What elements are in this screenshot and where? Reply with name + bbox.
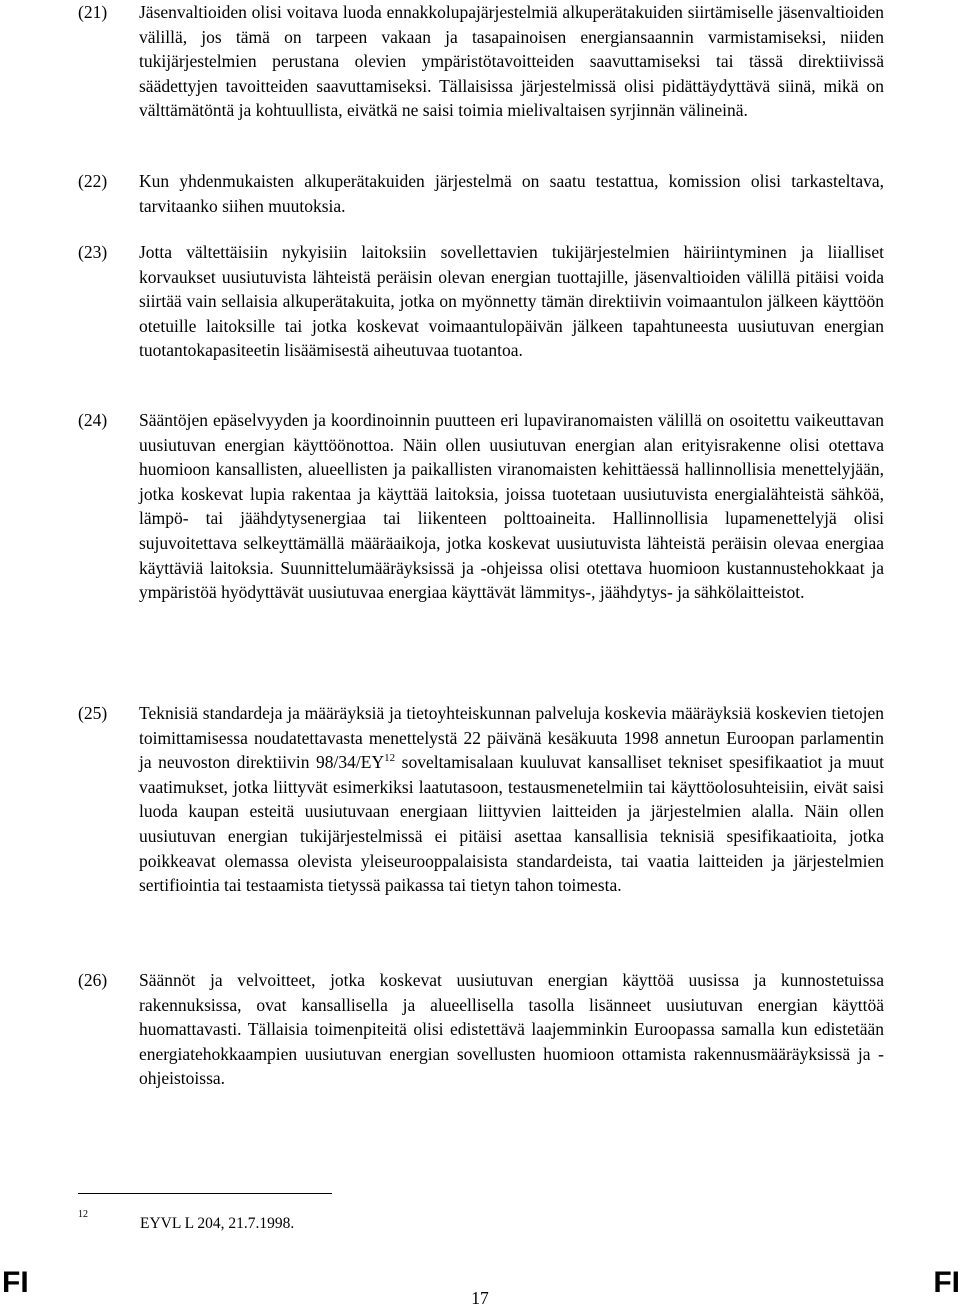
paragraph-text: Sääntöjen epäselvyyden ja koordinoinnin puutteen eri lupaviranomaisten välillä on osoitettu vaikeuttavan uusiutuvan energian käyttöönottoa. Näin ollen uusiutuvan energian alan erityisrakenne olisi otettava huomioon kansallisten, alueellisten ja paikallisten viranomaisten kehittäessä hallinnollisia menettelyjään, jotka koskevat lupia rakentaa ja käyttää laitoksia, joissa tuotetaan uusiutuvista energialähteistä sähköä, lämpö- tai jäähdytysenergiaa tai liikenteen polttoaineita. Hallinnollisia lupamenettelyjä olisi sujuvoitettava selkeyttämällä määräaikoja, jotka koskevat uusiutuvista lähteistä peräisin olevaa energiaa käyttäviä laitoksia. Suunnittelumääräyksissä ja -ohjeissa olisi otettava huomioon kustannustehokkaat ja ympäristöä hyödyttävät uusiutuvaa energiaa käyttävät lämmitys-, jäähdytys- ja sähkölaitteistot. [139,410,884,603]
paragraph-text [139,701,884,898]
footnote-text: EYVL L 204, 21.7.1998. [140,1215,295,1232]
footnote-reference[interactable]: 12 [384,752,396,765]
paragraph-number: (25) [78,703,108,723]
footnote-number: 12 [78,1209,88,1220]
page-number: 17 [471,1288,489,1308]
paragraph-text: Kun yhdenmukaisten alkuperätakuiden järjestelmä on saatu testattua, komission olisi tarkasteltava, tarvitaanko siihen muutoksia. [139,171,884,216]
paragraph-number: (21) [78,2,108,22]
paragraph-number: (24) [78,410,108,430]
paragraph-number: (26) [78,970,108,990]
paragraph-text: Jäsenvaltioiden olisi voitava luoda ennakkolupajärjestelmiä alkuperätakuiden siirtämiselle jäsenvaltioiden välillä, jos tämä on tarpeen vakaan ja tasapainoisen energiansaannin varmistamiseksi, niiden tukijärjestelmien perustana olevien ympäristötavoitteiden saavuttamiseksi tai tässä direktiivissä säädettyjen tavoitteiden saavuttamiseksi. Tällaisissa järjestelmissä olisi pidättäydyttävä siinä, mikä on välttämätöntä ja kohtuullista, eivätkä ne saisi toimia mielivaltaisen syrjinnän välineinä. [139,2,884,121]
paragraph-text-after: soveltamisalaan kuuluvat kansalliset tekniset spesifikaatiot ja muut vaatimukset, jotka liittyvät esimerkiksi laatutasoon, testausmenetelmiin tai käyttöolosuhteisiin, eivät saisi luoda kaupan esteitä uusiutuvaan energiaan liittyvien laitteiden ja järjestelmien alalla. Näin ollen uusiutuvan energian tukijärjestelmissä ei pitäisi asettaa kansallisia teknisiä spesifikaatioita, jotka poikkeavat olemassa olevista yleiseurooppalaisista standardeista, tai vaatia laitteiden ja järjestelmien sertifiointia tai testaamista tietyssä paikassa tai tietyn tahon toimesta. [139,752,884,896]
paragraph-text: Jotta vältettäisiin nykyisiin laitoksiin sovellettavien tukijärjestelmien häiriintyminen ja liialliset korvaukset uusiutuvista lähteistä peräisin olevan energian tuottajille, jäsenvaltioiden välillä pitäisi voida siirtää vain sellaisia alkuperätakuita, jotka on myönnetty tämän direktiivin voimaantulon jälkeen käyttöön otetuille laitoksille tai jotka koskevat voimaantulopäivän jälkeen tapahtuneesta uusiutuvan energian tuotantokapasiteetin lisäämisestä aiheutuvaa tuotantoa. [139,242,884,361]
paragraph-number: (22) [78,171,108,191]
language-code-left: FI [2,1266,29,1299]
paragraph-text-before: Teknisiä standardeja ja määräyksiä ja tietoyhteiskunnan palveluja koskevia määräyksiä koskevien tietojen toimittamisessa noudatettavasta menettelystä 22 päivänä kesäkuuta 1998 annetun Euroopan parlamentin ja neuvoston direktiivin 98/34/EY [139,703,884,773]
language-code-right: FI [933,1266,960,1299]
footnote-separator [78,1193,332,1194]
paragraph-number: (23) [78,242,108,262]
paragraph-text: Säännöt ja velvoitteet, jotka koskevat uusiutuvan energian käyttöä uusissa ja kunnostetuissa rakennuksissa, ovat kansallisella ja alueellisella tasolla lisänneet uusiutuvan energian käyttöä huomattavasti. Tällaisia toimenpiteitä olisi edistettävä laajemminkin Euroopassa samalla kun edistetään energiatehokkaampien uusiutuvan energian sovellusten huomioon ottamista rakennusmääräyksissä ja -ohjeistoissa. [139,970,884,1089]
